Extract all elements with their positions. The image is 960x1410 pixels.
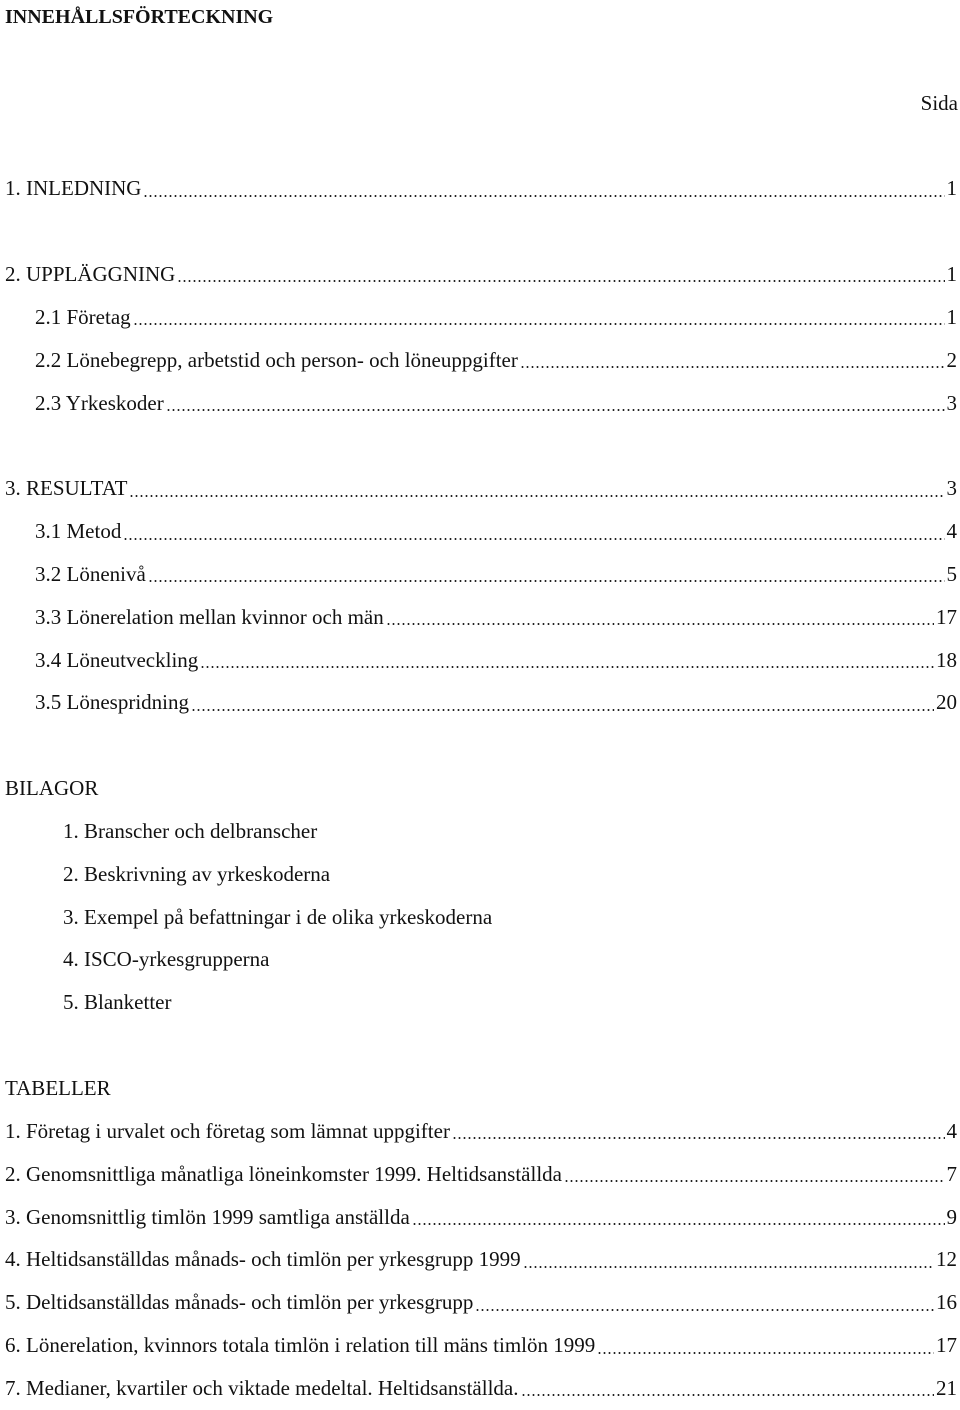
toc-page: 1 bbox=[946, 304, 957, 329]
toc-page: 4 bbox=[946, 519, 957, 544]
toc-label: 2.1 Företag bbox=[35, 304, 131, 329]
table-entry bbox=[0, 1196, 960, 1239]
table-label: 4. Heltidsanställdas månads- och timlön per yrkesgrupp 1999 bbox=[5, 1247, 521, 1272]
dot-leader bbox=[123, 522, 944, 542]
toc-entry bbox=[0, 339, 960, 382]
appendix-item: 2. Beskrivning av yrkeskoderna bbox=[63, 861, 331, 886]
table-page: 16 bbox=[936, 1290, 957, 1315]
dot-leader bbox=[521, 1378, 935, 1398]
toc-entry bbox=[0, 682, 960, 725]
table-label: 1. Företag i urvalet och företag som lämnat uppgifter bbox=[5, 1118, 450, 1143]
table-entry bbox=[0, 1110, 960, 1153]
toc-entry bbox=[0, 167, 960, 210]
dot-leader bbox=[200, 650, 934, 670]
toc-entry bbox=[0, 467, 960, 510]
dot-leader bbox=[597, 1336, 934, 1356]
dot-leader bbox=[143, 179, 944, 199]
dot-leader bbox=[148, 564, 945, 584]
table-label: 5. Deltidsanställdas månads- och timlön per yrkesgrupp bbox=[5, 1290, 474, 1315]
toc-page: 5 bbox=[946, 561, 957, 586]
page-column-label: Sida bbox=[920, 90, 958, 115]
table-entry bbox=[0, 1324, 960, 1367]
dot-leader bbox=[412, 1207, 945, 1227]
table-entry bbox=[0, 1281, 960, 1324]
table-page: 12 bbox=[936, 1247, 957, 1272]
dot-leader bbox=[133, 307, 945, 327]
toc-label: 2.2 Lönebegrepp, arbetstid och person- och löneuppgifter bbox=[35, 347, 518, 372]
toc-label: 1. INLEDNING bbox=[5, 176, 142, 201]
toc-page: 3 bbox=[946, 476, 957, 501]
table-entry bbox=[0, 1153, 960, 1196]
table-page: 7 bbox=[946, 1161, 957, 1186]
appendix-item: 3. Exempel på befattningar i de olika yrkeskoderna bbox=[63, 904, 493, 929]
table-page: 21 bbox=[936, 1375, 957, 1400]
toc-label: 3.1 Metod bbox=[35, 519, 122, 544]
toc-label: 2.3 Yrkeskoder bbox=[35, 390, 164, 415]
toc-entry bbox=[0, 639, 960, 682]
toc-page: 20 bbox=[936, 690, 957, 715]
dot-leader bbox=[191, 693, 934, 713]
table-page: 17 bbox=[936, 1333, 957, 1358]
table-label: 6. Lönerelation, kvinnors totala timlön i relation till mäns timlön 1999 bbox=[5, 1333, 596, 1358]
table-label: 7. Medianer, kvartiler och viktade medeltal. Heltidsanställda. bbox=[5, 1375, 519, 1400]
appendices-heading: BILAGOR bbox=[5, 776, 99, 801]
dot-leader bbox=[520, 350, 945, 370]
toc-entry bbox=[0, 596, 960, 639]
dot-leader bbox=[129, 479, 944, 499]
dot-leader bbox=[166, 393, 945, 413]
toc-page: 3 bbox=[946, 390, 957, 415]
toc-entry bbox=[0, 253, 960, 296]
table-label: 3. Genomsnittlig timlön 1999 samtliga anställda bbox=[5, 1204, 410, 1229]
table-entry bbox=[0, 1238, 960, 1281]
toc-page: 18 bbox=[936, 647, 957, 672]
toc-entry bbox=[0, 382, 960, 425]
toc-entry bbox=[0, 510, 960, 553]
toc-label: 3.5 Lönespridning bbox=[35, 690, 189, 715]
appendix-item: 5. Blanketter bbox=[63, 990, 172, 1015]
dot-leader bbox=[564, 1164, 945, 1184]
dot-leader bbox=[452, 1121, 945, 1141]
appendix-item: 4. ISCO-yrkesgrupperna bbox=[63, 947, 270, 972]
dot-leader bbox=[177, 264, 944, 284]
toc-entry bbox=[0, 553, 960, 596]
toc-page: 1 bbox=[946, 261, 957, 286]
toc-label: 3. RESULTAT bbox=[5, 476, 128, 501]
dot-leader bbox=[523, 1250, 934, 1270]
appendix-item: 1. Branscher och delbranscher bbox=[63, 818, 318, 843]
toc-label: 3.4 Löneutveckling bbox=[35, 647, 199, 672]
table-label: 2. Genomsnittliga månatliga löneinkomster 1999. Heltidsanställda bbox=[5, 1161, 562, 1186]
tables-heading: TABELLER bbox=[5, 1076, 111, 1101]
toc-page: 1 bbox=[946, 176, 957, 201]
toc-label: 3.3 Lönerelation mellan kvinnor och män bbox=[35, 604, 384, 629]
page-title: INNEHÅLLSFÖRTECKNING bbox=[5, 5, 274, 28]
toc-label: 2. UPPLÄGGNING bbox=[5, 261, 176, 286]
toc-entry bbox=[0, 296, 960, 339]
toc-label: 3.2 Lönenivå bbox=[35, 561, 146, 586]
dot-leader bbox=[386, 607, 934, 627]
toc-page: 2 bbox=[946, 347, 957, 372]
table-page: 4 bbox=[946, 1118, 957, 1143]
table-page: 9 bbox=[946, 1204, 957, 1229]
dot-leader bbox=[475, 1293, 934, 1313]
table-entry bbox=[0, 1367, 960, 1410]
toc-page: 17 bbox=[936, 604, 957, 629]
